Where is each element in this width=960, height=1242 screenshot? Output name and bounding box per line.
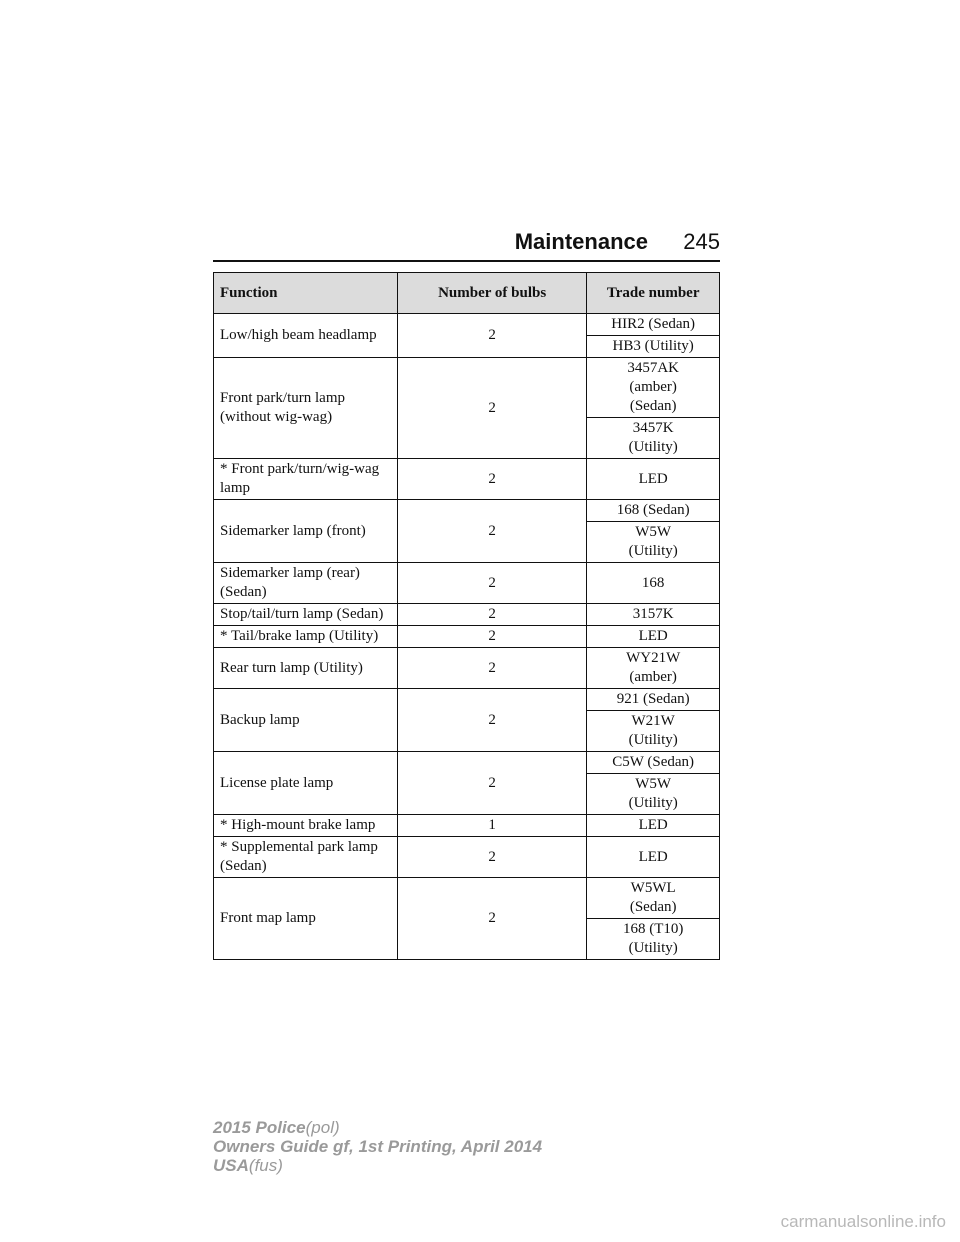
cell-trade: C5W (Sedan): [587, 752, 720, 774]
table-row: [214, 752, 720, 774]
cell-trade: W5W (Utility): [587, 522, 720, 563]
table-row: [214, 500, 720, 522]
watermark-text: carmanualsonline.info: [780, 1212, 946, 1231]
cell-function: * High-mount brake lamp: [214, 815, 398, 837]
cell-bulbs: 2: [397, 604, 586, 626]
cell-function: Sidemarker lamp (rear) (Sedan): [214, 563, 398, 604]
cell-trade: 3457AK (amber) (Sedan): [587, 358, 720, 418]
cell-bulbs: 1: [397, 815, 586, 837]
footer-model-code: (pol): [305, 1118, 340, 1137]
table-row: [214, 604, 720, 626]
cell-trade: 3157K: [587, 604, 720, 626]
cell-bulbs: 2: [397, 689, 586, 752]
print-footer: [213, 1118, 542, 1175]
table-header-row: [214, 273, 720, 314]
footer-line-printing: Owners Guide gf, 1st Printing, April 2014: [213, 1137, 543, 1156]
cell-trade: 168 (Sedan): [587, 500, 720, 522]
table-row: [214, 837, 720, 878]
cell-function: * Supplemental park lamp (Sedan): [214, 837, 398, 878]
table-row: [214, 815, 720, 837]
cell-trade: LED: [587, 837, 720, 878]
column-header-trade-number: Trade number: [587, 273, 720, 314]
cell-bulbs: 2: [397, 752, 586, 815]
cell-bulbs: 2: [397, 500, 586, 563]
cell-function: Front map lamp: [214, 878, 398, 960]
cell-trade: LED: [587, 459, 720, 500]
section-title: Maintenance: [514, 229, 648, 254]
cell-bulbs: 2: [397, 314, 586, 358]
cell-bulbs: 2: [397, 648, 586, 689]
cell-function: Rear turn lamp (Utility): [214, 648, 398, 689]
cell-function: Low/high beam headlamp: [214, 314, 398, 358]
table-row: [214, 878, 720, 919]
page-header: [213, 226, 720, 262]
footer-line-model: [213, 1118, 542, 1137]
cell-function: * Front park/turn/wig-wag lamp: [214, 459, 398, 500]
cell-bulbs: 2: [397, 563, 586, 604]
cell-trade: LED: [587, 626, 720, 648]
cell-trade: 168 (T10) (Utility): [587, 919, 720, 960]
footer-market: USA: [213, 1156, 249, 1175]
bulb-specification-table: [213, 272, 720, 960]
cell-bulbs: 2: [397, 358, 586, 459]
table-row: [214, 314, 720, 336]
cell-trade: W21W (Utility): [587, 711, 720, 752]
footer-market-code: (fus): [248, 1156, 283, 1175]
cell-trade: W5W (Utility): [587, 774, 720, 815]
cell-trade: W5WL (Sedan): [587, 878, 720, 919]
column-header-function: Function: [214, 273, 398, 314]
cell-trade: 168: [587, 563, 720, 604]
cell-bulbs: 2: [397, 878, 586, 960]
column-header-number-of-bulbs: Number of bulbs: [397, 273, 586, 314]
table-row: [214, 358, 720, 418]
cell-trade: 3457K (Utility): [587, 418, 720, 459]
footer-line-market: [213, 1156, 542, 1175]
footer-model-year: 2015 Police: [213, 1118, 306, 1137]
cell-trade: HIR2 (Sedan): [587, 314, 720, 336]
cell-bulbs: 2: [397, 459, 586, 500]
cell-function: Front park/turn lamp (without wig-wag): [214, 358, 398, 459]
cell-function: Sidemarker lamp (front): [214, 500, 398, 563]
cell-bulbs: 2: [397, 626, 586, 648]
table-row: [214, 459, 720, 500]
table-row: [214, 648, 720, 689]
cell-function: Stop/tail/turn lamp (Sedan): [214, 604, 398, 626]
cell-trade: HB3 (Utility): [587, 336, 720, 358]
cell-function: Backup lamp: [214, 689, 398, 752]
cell-trade: 921 (Sedan): [587, 689, 720, 711]
cell-function: License plate lamp: [214, 752, 398, 815]
table-row: [214, 626, 720, 648]
table-row: [214, 563, 720, 604]
cell-trade: LED: [587, 815, 720, 837]
cell-function: * Tail/brake lamp (Utility): [214, 626, 398, 648]
page-number: 245: [683, 229, 720, 254]
cell-trade: WY21W (amber): [587, 648, 720, 689]
table-row: [214, 689, 720, 711]
cell-bulbs: 2: [397, 837, 586, 878]
